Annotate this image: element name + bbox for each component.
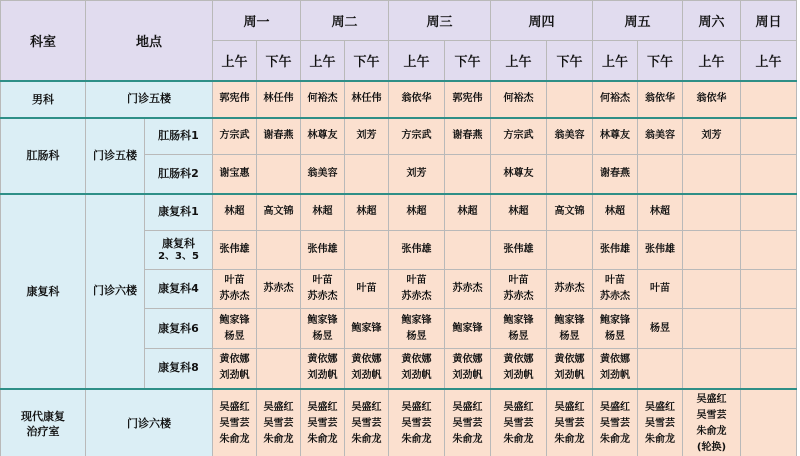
- doctor-name: 朱俞龙: [401, 433, 432, 445]
- subdept-kangfu-8: 康复科8: [145, 349, 213, 389]
- doctor-name: 杨昱: [406, 330, 427, 342]
- schedule-cell: 张伟雄: [213, 231, 257, 270]
- schedule-cell: [345, 231, 389, 270]
- schedule-cell: [547, 349, 593, 389]
- doctor-name: 苏赤杰: [307, 291, 338, 302]
- schedule-cell: [445, 231, 491, 270]
- doctor-name: 吴盛红: [219, 401, 250, 413]
- doctor-name: (轮换): [696, 441, 727, 453]
- header-day-thu: 周四: [491, 1, 593, 41]
- header-day-wed: 周三: [389, 1, 491, 41]
- doctor-name: 叶苗: [406, 275, 427, 286]
- doctor-name: 苏赤杰: [600, 291, 630, 302]
- doctor-name: 朱俞龙: [263, 433, 294, 445]
- doctor-name: 吴雪芸: [351, 417, 382, 429]
- doctor-name: 叶苗: [508, 275, 529, 286]
- schedule-cell: [547, 155, 593, 194]
- doctor-name: 苏赤杰: [263, 283, 294, 294]
- schedule-cell: 刘芳: [345, 118, 389, 155]
- schedule-cell: [389, 349, 445, 389]
- schedule-cell: 林超: [213, 194, 257, 231]
- dept-kangfu: 康复科: [1, 194, 86, 389]
- doctor-name: 杨昱: [650, 322, 670, 334]
- schedule-cell: [257, 389, 301, 456]
- schedule-cell: [491, 349, 547, 389]
- schedule-cell: [741, 309, 797, 349]
- schedule-cell: [345, 309, 389, 349]
- schedule-cell: [741, 231, 797, 270]
- schedule-cell: 方宗武: [389, 118, 445, 155]
- schedule-cell: [547, 231, 593, 270]
- doctor-name: 朱俞龙: [600, 433, 630, 445]
- schedule-cell: [638, 389, 683, 456]
- doctor-name: 鲍家锋: [503, 314, 534, 326]
- schedule-cell: [257, 309, 301, 349]
- schedule-cell: [741, 118, 797, 155]
- doctor-name: 叶苗: [650, 283, 670, 294]
- doctor-name: 朱俞龙: [452, 433, 483, 445]
- header-am: 上午: [389, 41, 445, 81]
- doctor-name: 吴盛红: [554, 401, 585, 413]
- schedule-cell: [345, 270, 389, 309]
- schedule-cell: 张伟雄: [491, 231, 547, 270]
- schedule-cell: [389, 389, 445, 456]
- header-dept: 科室: [1, 1, 86, 81]
- schedule-cell: [445, 309, 491, 349]
- doctor-name: 鲍家锋: [307, 314, 338, 326]
- doctor-name: 刘劲帆: [401, 370, 432, 382]
- schedule-cell: [345, 349, 389, 389]
- schedule-cell: 张伟雄: [389, 231, 445, 270]
- schedule-cell: 高文锦: [547, 194, 593, 231]
- schedule-cell: 林超: [389, 194, 445, 231]
- header-location: 地点: [86, 1, 213, 81]
- schedule-cell: [547, 270, 593, 309]
- doctor-name: 刘劲帆: [351, 370, 382, 382]
- schedule-cell: [741, 389, 797, 456]
- subdept-kangfu-2: [145, 231, 213, 270]
- schedule-cell: 林任伟: [257, 81, 301, 118]
- doctor-name: 吴雪芸: [263, 417, 294, 429]
- schedule-cell: [345, 155, 389, 194]
- header-day-fri: 周五: [593, 1, 683, 41]
- schedule-cell: [638, 349, 683, 389]
- schedule-cell: [683, 194, 741, 231]
- schedule-cell: [445, 389, 491, 456]
- doctor-name: 鲍家锋: [401, 314, 432, 326]
- schedule-cell: [638, 309, 683, 349]
- schedule-cell: [257, 155, 301, 194]
- schedule-cell: [345, 389, 389, 456]
- header-am: 上午: [683, 41, 741, 81]
- schedule-cell: 林超: [593, 194, 638, 231]
- dept-xiandai: [1, 389, 86, 456]
- schedule-cell: [301, 270, 345, 309]
- location-gangchang: 门诊五楼: [86, 118, 145, 194]
- doctor-name: 苏赤杰: [503, 291, 534, 302]
- schedule-cell: [741, 81, 797, 118]
- schedule-cell: 翁依华: [683, 81, 741, 118]
- dept-name-line1: 现代康复: [21, 409, 65, 423]
- schedule-cell: [301, 349, 345, 389]
- schedule-cell: [301, 389, 345, 456]
- doctor-name: 黄依娜: [452, 354, 483, 366]
- doctor-name: 杨昱: [605, 330, 625, 342]
- schedule-cell: [683, 270, 741, 309]
- schedule-cell: [547, 309, 593, 349]
- header-pm: 下午: [547, 41, 593, 81]
- doctor-name: 苏赤杰: [401, 291, 432, 302]
- schedule-cell: 高文锦: [257, 194, 301, 231]
- doctor-name: 苏赤杰: [452, 283, 483, 294]
- location-kangfu: 门诊六楼: [86, 194, 145, 389]
- schedule-cell: [213, 349, 257, 389]
- doctor-name: 黄依娜: [307, 354, 338, 366]
- schedule-cell: 何裕杰: [491, 81, 547, 118]
- schedule-cell: 林超: [345, 194, 389, 231]
- schedule-cell: 谢春燕: [593, 155, 638, 194]
- location-xiandai: 门诊六楼: [86, 389, 213, 456]
- schedule-cell: 方宗武: [213, 118, 257, 155]
- header-day-mon: 周一: [213, 1, 301, 41]
- schedule-cell: [445, 155, 491, 194]
- schedule-cell: 林超: [301, 194, 345, 231]
- header-am: 上午: [491, 41, 547, 81]
- doctor-name: 鲍家锋: [351, 322, 382, 334]
- schedule-cell: [593, 389, 638, 456]
- doctor-name: 吴雪芸: [554, 417, 585, 429]
- schedule-cell: [638, 155, 683, 194]
- schedule-cell: [683, 231, 741, 270]
- header-day-sun: 周日: [741, 1, 797, 41]
- header-am: 上午: [593, 41, 638, 81]
- schedule-cell: 林尊友: [593, 118, 638, 155]
- doctor-name: 吴盛红: [452, 401, 483, 413]
- dept-nanke: 男科: [1, 81, 86, 118]
- schedule-cell: 林超: [445, 194, 491, 231]
- doctor-name: 吴盛红: [645, 401, 675, 413]
- doctor-name: 吴盛红: [263, 401, 294, 413]
- doctor-name: 刘劲帆: [503, 370, 534, 382]
- schedule-cell: 翁美容: [301, 155, 345, 194]
- schedule-cell: [257, 231, 301, 270]
- schedule-cell: [213, 389, 257, 456]
- schedule-cell: [741, 194, 797, 231]
- subdept-kangfu-1: 康复科1: [145, 194, 213, 231]
- schedule-cell: [213, 270, 257, 309]
- doctor-name: 黄依娜: [600, 354, 630, 366]
- schedule-cell: 刘芳: [389, 155, 445, 194]
- schedule-cell: [491, 309, 547, 349]
- subdept-gangchang-1: 肛肠科1: [145, 118, 213, 155]
- header-day-tue: 周二: [301, 1, 389, 41]
- schedule-cell: 翁依华: [638, 81, 683, 118]
- doctor-name: 黄依娜: [219, 354, 250, 366]
- doctor-name: 杨昱: [508, 330, 529, 342]
- schedule-cell: [741, 270, 797, 309]
- doctor-name: 吴雪芸: [452, 417, 483, 429]
- header-am: 上午: [741, 41, 797, 81]
- header-pm: 下午: [638, 41, 683, 81]
- doctor-name: 鲍家锋: [600, 314, 630, 326]
- schedule-cell: [257, 270, 301, 309]
- schedule-cell: [638, 270, 683, 309]
- subdept-gangchang-2: 肛肠科2: [145, 155, 213, 194]
- doctor-name: 黄依娜: [351, 354, 382, 366]
- header-day-sat: 周六: [683, 1, 741, 41]
- schedule-cell: [301, 309, 345, 349]
- doctor-name: 朱俞龙: [554, 433, 585, 445]
- doctor-name: 朱俞龙: [219, 433, 250, 445]
- schedule-cell: 郭宪伟: [213, 81, 257, 118]
- schedule-cell: [683, 389, 741, 456]
- header-am: 上午: [301, 41, 345, 81]
- doctor-name: 刘劲帆: [600, 370, 630, 382]
- schedule-cell: [213, 309, 257, 349]
- header-pm: 下午: [345, 41, 389, 81]
- schedule-cell: 方宗武: [491, 118, 547, 155]
- header-am: 上午: [213, 41, 257, 81]
- location-nanke: 门诊五楼: [86, 81, 213, 118]
- schedule-cell: 林尊友: [491, 155, 547, 194]
- doctor-name: 吴盛红: [307, 401, 338, 413]
- doctor-name: 杨昱: [224, 330, 245, 342]
- doctor-name: 杨昱: [312, 330, 333, 342]
- doctor-name: 苏赤杰: [554, 283, 585, 294]
- schedule-cell: 何裕杰: [301, 81, 345, 118]
- doctor-name: 吴盛红: [401, 401, 432, 413]
- schedule-cell: 谢春燕: [257, 118, 301, 155]
- doctor-name: 黄依娜: [554, 354, 585, 366]
- doctor-name: 吴盛红: [600, 401, 630, 413]
- schedule-cell: [683, 349, 741, 389]
- doctor-name: 朱俞龙: [351, 433, 382, 445]
- schedule-cell: 郭宪伟: [445, 81, 491, 118]
- doctor-name: 吴盛红: [351, 401, 382, 413]
- schedule-cell: 张伟雄: [301, 231, 345, 270]
- doctor-name: 叶苗: [224, 275, 245, 286]
- schedule-cell: 翁美容: [638, 118, 683, 155]
- schedule-cell: 谢宝惠: [213, 155, 257, 194]
- doctor-name: 朱俞龙: [307, 433, 338, 445]
- schedule-cell: [547, 81, 593, 118]
- schedule-cell: 张伟雄: [638, 231, 683, 270]
- doctor-name: 吴雪芸: [401, 417, 432, 429]
- schedule-cell: 何裕杰: [593, 81, 638, 118]
- doctor-name: 鲍家锋: [219, 314, 250, 326]
- doctor-name: 吴盛红: [503, 401, 534, 413]
- subdept-numbers: 2、3、5: [158, 251, 199, 262]
- doctor-name: 刘劲帆: [554, 370, 585, 382]
- schedule-cell: 翁美容: [547, 118, 593, 155]
- doctor-name: 黄依娜: [503, 354, 534, 366]
- schedule-cell: [593, 270, 638, 309]
- doctor-name: 吴雪芸: [600, 417, 630, 429]
- schedule-cell: [257, 349, 301, 389]
- schedule-cell: 刘芳: [683, 118, 741, 155]
- doctor-name: 杨昱: [559, 330, 580, 342]
- doctor-name: 刘劲帆: [307, 370, 338, 382]
- schedule-cell: [547, 389, 593, 456]
- schedule-cell: [389, 270, 445, 309]
- doctor-name: 吴雪芸: [503, 417, 534, 429]
- schedule-cell: 林尊友: [301, 118, 345, 155]
- schedule-cell: [741, 349, 797, 389]
- doctor-name: 刘劲帆: [219, 370, 250, 382]
- doctor-name: 朱俞龙: [696, 425, 727, 437]
- doctor-name: 刘劲帆: [452, 370, 483, 382]
- doctor-name: 吴雪芸: [219, 417, 250, 429]
- doctor-name: 黄依娜: [401, 354, 432, 366]
- schedule-cell: 张伟雄: [593, 231, 638, 270]
- subdept-kangfu-4: 康复科4: [145, 270, 213, 309]
- header-pm: 下午: [445, 41, 491, 81]
- subdept-kangfu-6: 康复科6: [145, 309, 213, 349]
- schedule-cell: [491, 270, 547, 309]
- schedule-cell: 林超: [638, 194, 683, 231]
- doctor-name: 朱俞龙: [503, 433, 534, 445]
- doctor-name: 叶苗: [312, 275, 333, 286]
- doctor-name: 苏赤杰: [219, 291, 250, 302]
- doctor-name: 吴盛红: [696, 393, 727, 405]
- doctor-name: 鲍家锋: [554, 314, 585, 326]
- doctor-name: 鲍家锋: [452, 322, 483, 334]
- dept-gangchang: 肛肠科: [1, 118, 86, 194]
- doctor-name: 朱俞龙: [645, 433, 675, 445]
- subdept-label: 康复科: [162, 237, 195, 250]
- schedule-cell: [491, 389, 547, 456]
- schedule-cell: 翁依华: [389, 81, 445, 118]
- dept-name-line2: 治疗室: [26, 424, 60, 438]
- schedule-cell: [741, 155, 797, 194]
- schedule-cell: [445, 270, 491, 309]
- schedule-cell: [593, 309, 638, 349]
- doctor-name: 叶苗: [605, 275, 625, 286]
- schedule-cell: 谢春燕: [445, 118, 491, 155]
- schedule-cell: [593, 349, 638, 389]
- schedule-cell: 林任伟: [345, 81, 389, 118]
- doctor-name: 吴雪芸: [696, 409, 727, 421]
- schedule-cell: [683, 309, 741, 349]
- doctor-name: 叶苗: [356, 283, 377, 294]
- header-pm: 下午: [257, 41, 301, 81]
- schedule-cell: [683, 155, 741, 194]
- doctor-name: 吴雪芸: [645, 417, 675, 429]
- schedule-cell: [389, 309, 445, 349]
- schedule-cell: [445, 349, 491, 389]
- schedule-cell: 林超: [491, 194, 547, 231]
- doctor-name: 吴雪芸: [307, 417, 338, 429]
